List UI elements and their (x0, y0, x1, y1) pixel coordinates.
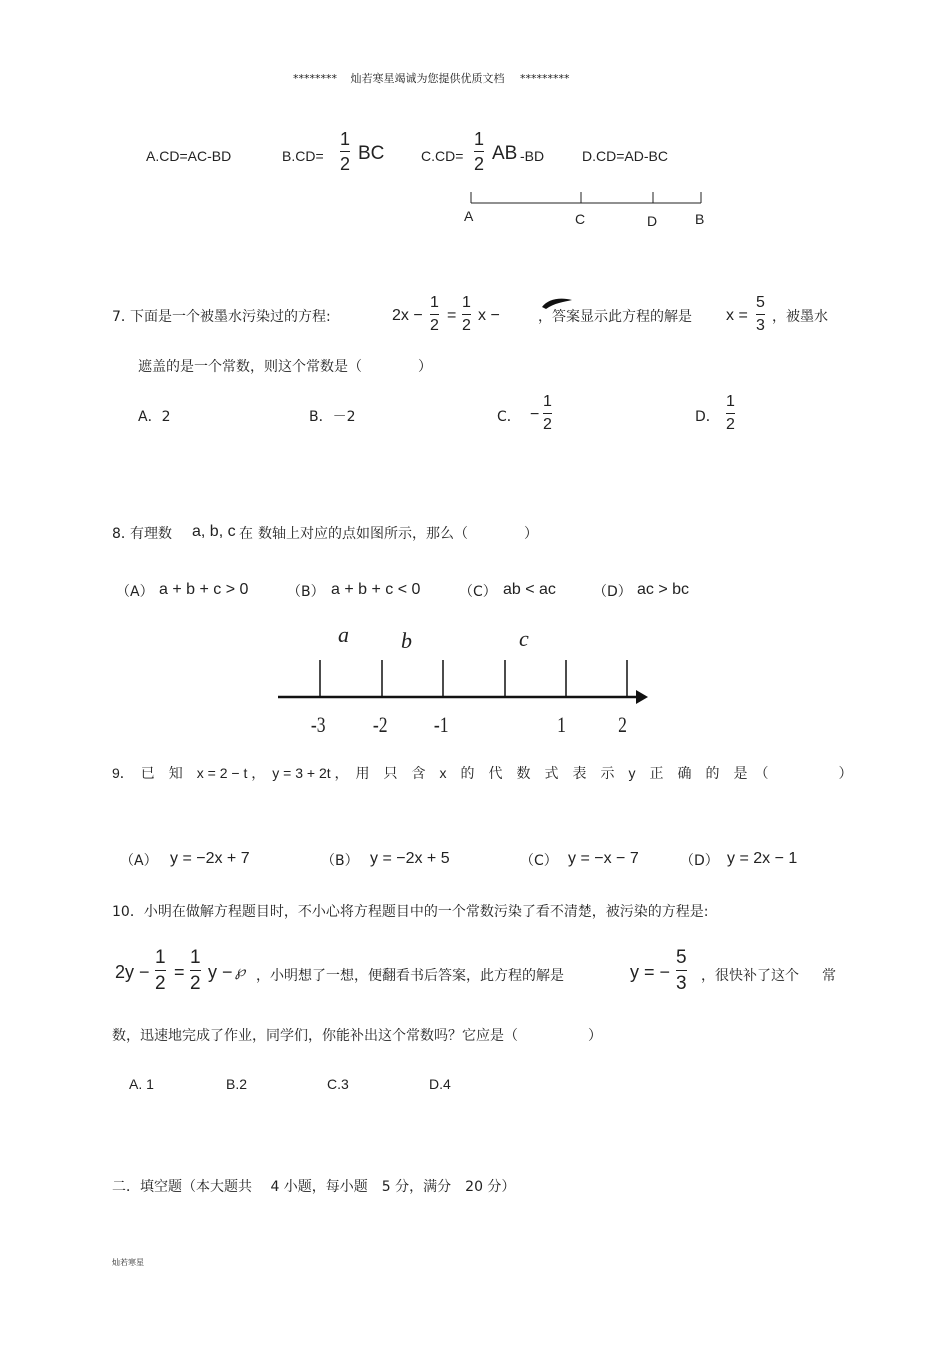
header (293, 70, 570, 86)
q8-text-1: 有理数 (130, 526, 172, 542)
q7-option-c-sign: − (530, 406, 540, 423)
q7-eq-x: x − (478, 307, 500, 324)
q10-line-3: 数，迅速地完成了作业，同学们，你能补出这个常数吗？它应是（ ） (112, 1028, 602, 1044)
q7-option-a: A．2 (138, 409, 171, 425)
numerator: 5 (756, 294, 765, 311)
footer: 灿若寒星 (112, 1258, 144, 1267)
q9-option-b-label: （B） (321, 853, 359, 869)
numerator: 1 (430, 294, 439, 311)
q8-option-c-label: （C） (459, 584, 497, 600)
q10-solution-fraction (676, 948, 687, 993)
tick-label-minus-3: -3 (310, 712, 326, 737)
header-text: 灿若寒星竭诚为您提供优质文档 (350, 72, 505, 85)
q8-option-a: a + b + c > 0 (159, 581, 249, 598)
header-left-stars: ******** (293, 72, 337, 85)
q7-text-2: ，答案显示此方程的解是 (538, 309, 692, 325)
q7-text-1: 下面是一个被墨水污染过的方程: (130, 309, 331, 325)
tick-label-1: 1 (557, 712, 566, 737)
denominator: 2 (474, 154, 485, 174)
numerator: 5 (676, 947, 687, 968)
q10-option-d: D.4 (429, 1076, 451, 1092)
denominator: 2 (190, 973, 201, 994)
q7-solution-x: x = (726, 307, 748, 324)
q7-solution-fraction (756, 295, 765, 334)
q9-option-c: y = −x − 7 (568, 850, 639, 867)
q9-option-a: y = −2x + 7 (170, 850, 250, 867)
q8-text-2: 在 (239, 526, 253, 542)
section-2-title: 二．填空题（本大题共 4 小题，每小题 5 分，满分 20 分） (112, 1179, 516, 1195)
q8-option-b-label: （B） (287, 584, 325, 600)
q10-text-4: 常 (822, 968, 836, 984)
q8-number: 8． (112, 526, 135, 542)
tick-label-2: 2 (618, 712, 627, 737)
numerator: 1 (726, 393, 735, 410)
numerator: 1 (155, 947, 166, 968)
point-label-b: b (401, 628, 412, 653)
denominator: 2 (155, 973, 166, 994)
q7-option-c-label: C． (497, 409, 521, 425)
q6-option-b-fraction (340, 130, 350, 173)
q10-eq-y: y − (208, 962, 233, 982)
segment-label-c: C (575, 211, 586, 227)
numerator: 1 (190, 947, 201, 968)
q7-text-3: ，被墨水 (772, 309, 828, 325)
q8-option-d: ac > bc (637, 581, 690, 598)
ink-blot-icon: ℘ (235, 962, 246, 980)
q7-option-c-fraction (543, 394, 552, 433)
q9-option-d: y = 2x − 1 (727, 850, 798, 867)
segment-label-b: B (695, 211, 705, 227)
q10-eq-equals: = (174, 962, 185, 982)
q10-eq-fraction-1 (155, 948, 166, 993)
q8-option-b: a + b + c < 0 (331, 581, 421, 598)
q7-eq-fraction-1 (430, 295, 439, 334)
q6-option-c-tail: -BD (520, 148, 545, 164)
q6-option-b-suffix: BC (358, 143, 385, 164)
point-label-c: c (519, 626, 529, 651)
q7-eq-fraction-2 (462, 295, 471, 334)
q7-line-2: 遮盖的是一个常数，则这个常数是（ ） (138, 359, 432, 375)
denominator: 2 (462, 317, 471, 334)
point-label-a: a (338, 622, 349, 647)
denominator: 3 (676, 973, 687, 994)
q10-eq-2y: 2y − (115, 962, 150, 982)
q7-number: 7． (112, 309, 135, 325)
q6-option-c-prefix: C.CD= (421, 148, 464, 164)
q8-option-c: ab < ac (503, 581, 556, 598)
numerator: 1 (462, 294, 471, 311)
q8-number-line (270, 650, 660, 710)
segment-label-a: A (464, 208, 474, 224)
q6-segment-diagram (460, 186, 720, 236)
q7-eq-equals: = (447, 307, 457, 324)
q6-option-a: A.CD=AC-BD (146, 148, 232, 164)
tick-label-minus-1: -1 (433, 712, 449, 737)
tick-label-minus-2: -2 (372, 712, 388, 737)
q10-text-3: ，很快补了这个 (701, 968, 799, 984)
q9-stem: 9． 已 知 x = 2 − t ， y = 3 + 2t ， 用 只 含 x 的 代 数 式 表 示 y 正 确 的 是 （ ） (112, 765, 853, 781)
numerator: 1 (474, 129, 485, 149)
denominator: 2 (543, 416, 552, 433)
q6-option-c-fraction (474, 130, 484, 173)
q9-option-c-label: （C） (520, 853, 558, 869)
denominator: 2 (726, 416, 735, 433)
q10-line-1: 10．小明在做解方程题目时，不小心将方程题目中的一个常数污染了看不清楚，被污染的方程是: (112, 904, 709, 920)
q10-text-2: ，小明想了一想，便翻看书后答案，此方程的解是 (256, 968, 564, 984)
q10-option-c: C.3 (327, 1076, 349, 1092)
denominator: 2 (430, 317, 439, 334)
q7-option-d-fraction (726, 394, 735, 433)
q8-option-d-label: （D） (593, 584, 632, 600)
numerator: 1 (340, 129, 351, 149)
header-right-stars: ********* (520, 72, 570, 85)
numerator: 1 (543, 393, 552, 410)
denominator: 3 (756, 317, 765, 334)
denominator: 2 (340, 154, 351, 174)
q10-solution-y: y = − (630, 962, 671, 982)
q8-vars: a, b, c (192, 523, 236, 540)
q10-option-a: A. 1 (129, 1076, 154, 1092)
q9-option-a-label: （A） (120, 853, 158, 869)
q9-option-d-label: （D） (680, 853, 719, 869)
q6-option-c-suffix: AB (492, 143, 518, 164)
q7-option-b: B．－2 (309, 409, 356, 425)
segment-label-d: D (647, 213, 658, 229)
q8-text-3: 数轴上对应的点如图所示，那么（ ） (258, 526, 538, 542)
q7-eq-2x: 2x − (392, 307, 423, 324)
q7-option-d-label: D． (695, 409, 720, 425)
q8-option-a-label: （A） (116, 584, 154, 600)
q10-eq-fraction-2 (190, 948, 201, 993)
q10-option-b: B.2 (226, 1076, 248, 1092)
q9-option-b: y = −2x + 5 (370, 850, 450, 867)
q6-option-d: D.CD=AD-BC (582, 148, 668, 164)
q6-option-b-prefix: B.CD= (282, 148, 324, 164)
